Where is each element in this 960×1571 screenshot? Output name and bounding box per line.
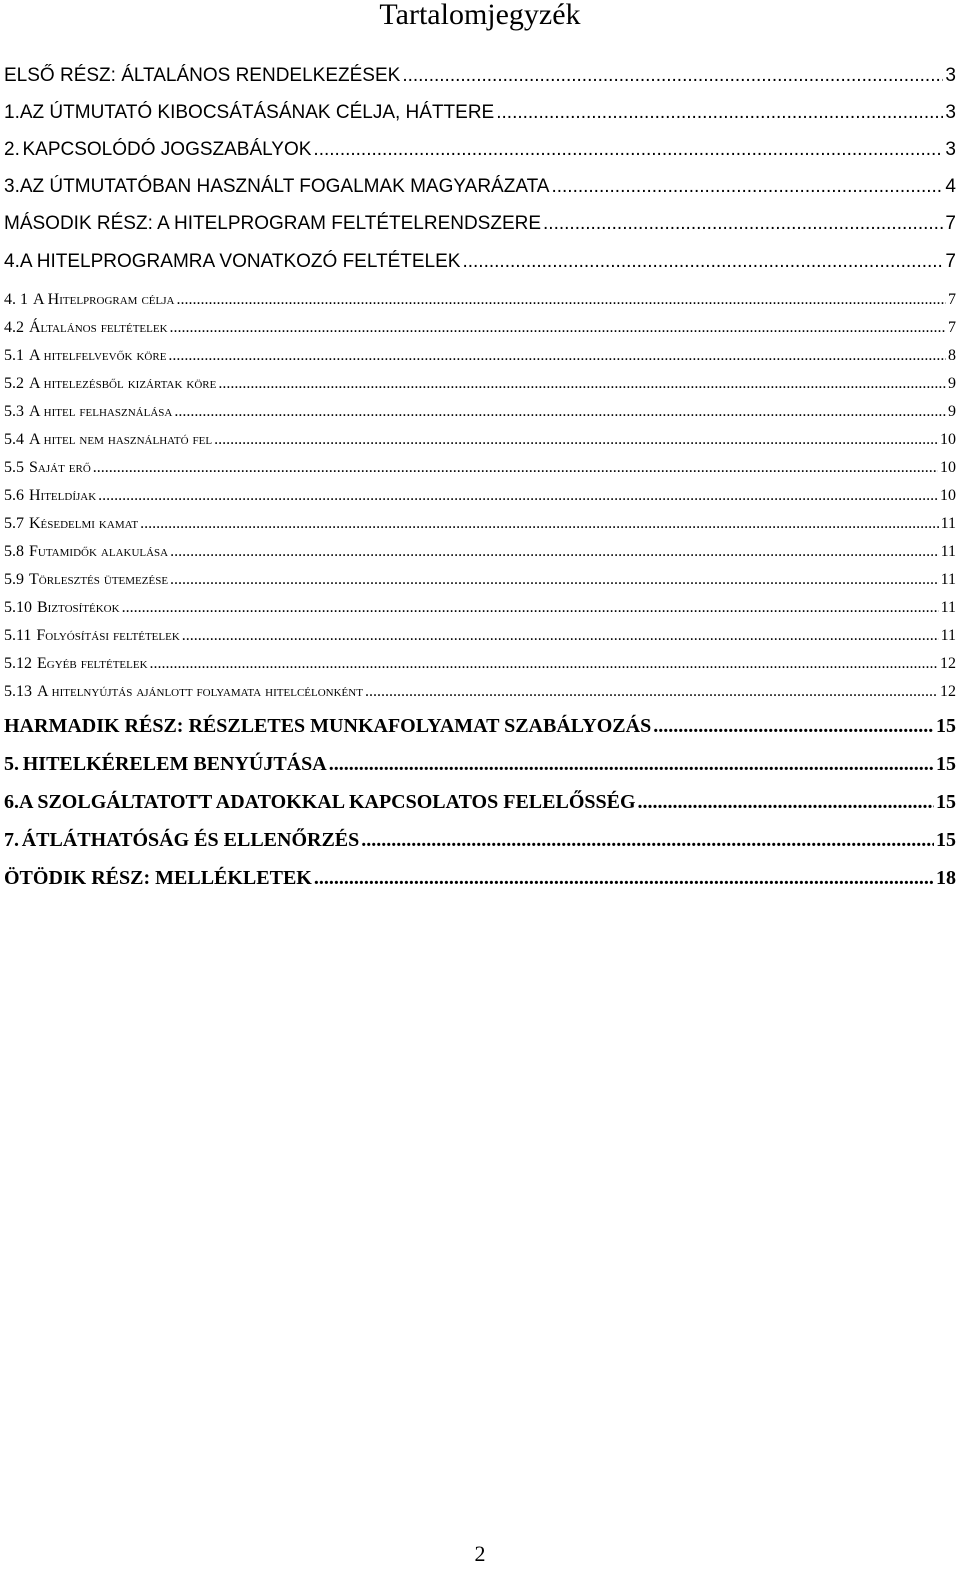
toc-entry-page: 11 xyxy=(940,599,956,616)
toc-entry-page: 11 xyxy=(940,515,956,532)
toc-entry-number: 5.10 xyxy=(4,599,32,616)
toc-entry-number: 5.8 xyxy=(4,543,24,560)
toc-leader-dots xyxy=(93,458,938,478)
toc-entry-title: KAPCSOLÓDÓ JOGSZABÁLYOK xyxy=(22,139,312,160)
toc-entry-title: ELSŐ RÉSZ: ÁLTALÁNOS RENDELKEZÉSEK xyxy=(4,65,401,86)
toc-leader-dots xyxy=(653,716,934,736)
toc-entry-number: 5.3 xyxy=(4,403,24,420)
toc-entry-title: ÁTLÁTHATÓSÁG ÉS ELLENŐRZÉS xyxy=(21,829,360,851)
toc-entry[interactable] xyxy=(4,95,956,123)
toc-leader-dots xyxy=(496,103,943,123)
toc-entry-page: 3 xyxy=(945,65,956,86)
toc-entry[interactable] xyxy=(4,366,956,394)
toc-entry-title: A HITELPROGRAMRA VONATKOZÓ FELTÉTELEK xyxy=(19,251,461,272)
toc-entry[interactable] xyxy=(4,422,956,450)
toc-entry-title: Egyéb feltételek xyxy=(37,655,148,672)
toc-entry-title: AZ ÚTMUTATÓ KIBOCSÁTÁSÁNAK CÉLJA, HÁTTERE xyxy=(19,102,495,123)
toc-entry-page: 7 xyxy=(948,319,956,336)
toc-leader-dots xyxy=(361,830,934,850)
toc-entry-page: 8 xyxy=(948,347,956,364)
toc-entry-page: 10 xyxy=(940,431,956,448)
toc-leader-dots xyxy=(98,486,938,506)
toc-entry[interactable] xyxy=(4,206,956,234)
toc-leader-dots xyxy=(313,140,943,160)
toc-entry[interactable] xyxy=(4,674,956,702)
toc-entry-page: 12 xyxy=(940,683,956,700)
toc-entry-page: 4 xyxy=(945,176,956,197)
toc-entry-title: A SZOLGÁLTATOTT ADATOKKAL KAPCSOLATOS FELELŐSSÉG xyxy=(19,791,636,813)
toc-entry-title: MÁSODIK RÉSZ: A HITELPROGRAM FELTÉTELRENDSZERE xyxy=(4,213,542,234)
toc-entry-number: 5.2 xyxy=(4,375,24,392)
toc-entry-title: Saját erő xyxy=(29,459,91,476)
toc-entry[interactable] xyxy=(4,708,956,736)
toc-leader-dots xyxy=(174,402,946,422)
toc-entry[interactable] xyxy=(4,450,956,478)
toc-entry-page: 11 xyxy=(940,543,956,560)
page-title: Tartalomjegyzék xyxy=(379,0,581,31)
toc-entry[interactable] xyxy=(4,338,956,366)
toc-entry-title: AZ ÚTMUTATÓBAN HASZNÁLT FOGALMAK MAGYARÁZATA xyxy=(19,176,550,197)
toc-entry[interactable] xyxy=(4,58,956,86)
toc-entry-number: 3. xyxy=(4,176,20,197)
toc-entry-page: 3 xyxy=(945,102,956,123)
toc-entry-title: HARMADIK RÉSZ: RÉSZLETES MUNKAFOLYAMAT SZABÁLYOZÁS xyxy=(4,715,652,737)
toc-entry[interactable] xyxy=(4,590,956,618)
toc-entry-number: 5.13 xyxy=(4,683,32,700)
toc-leader-dots xyxy=(168,346,946,366)
toc-leader-dots xyxy=(150,654,938,674)
toc-entry-number: 5.11 xyxy=(4,627,32,644)
toc-entry-number: 6. xyxy=(4,791,19,813)
toc-entry-page: 11 xyxy=(940,571,956,588)
toc-entry[interactable] xyxy=(4,860,956,888)
toc-entry[interactable] xyxy=(4,534,956,562)
toc-entry-title: Törlesztés ütemezése xyxy=(29,571,169,588)
toc-entry-title: Hiteldíjak xyxy=(29,487,97,504)
toc-entry-number: 1. xyxy=(4,102,20,123)
toc-entry[interactable] xyxy=(4,562,956,590)
toc-entry[interactable] xyxy=(4,646,956,674)
toc-entry-number: 7. xyxy=(4,829,19,851)
toc-entry-page: 9 xyxy=(948,403,956,420)
toc-entry-page: 15 xyxy=(936,753,956,775)
toc-entry-number: 5.4 xyxy=(4,431,24,448)
toc-entry-number: 5.7 xyxy=(4,515,24,532)
page-number: 2 xyxy=(474,1541,486,1566)
toc-leader-dots xyxy=(170,570,939,590)
toc-entry-title: A hitel nem használható fel xyxy=(29,431,213,448)
toc-entry[interactable] xyxy=(4,822,956,850)
toc-entry-page: 11 xyxy=(940,627,956,644)
toc-entry-page: 15 xyxy=(936,829,956,851)
toc-leader-dots xyxy=(402,66,943,86)
toc-entry[interactable] xyxy=(4,244,956,272)
toc-entry[interactable] xyxy=(4,282,956,310)
toc-entry-number: 5.1 xyxy=(4,347,24,364)
toc-entry-page: 15 xyxy=(936,791,956,813)
toc-entry-page: 9 xyxy=(948,375,956,392)
toc-entry-number: 5. xyxy=(4,753,19,775)
toc-entry-number: 5.6 xyxy=(4,487,24,504)
toc-entry-number: 5.9 xyxy=(4,571,24,588)
toc-leader-dots xyxy=(462,252,943,272)
toc-entry-page: 10 xyxy=(940,459,956,476)
toc-leader-dots xyxy=(214,430,938,450)
toc-entry[interactable] xyxy=(4,132,956,160)
toc-entry-number: 4. xyxy=(4,251,20,272)
toc-entry[interactable] xyxy=(4,506,956,534)
toc-entry-page: 12 xyxy=(940,655,956,672)
toc-entry-title: ÖTÖDIK RÉSZ: MELLÉKLETEK xyxy=(4,867,312,889)
toc-leader-dots xyxy=(638,792,934,812)
toc-entry[interactable] xyxy=(4,169,956,197)
toc-entry-title: A hitelnyújtás ajánlott folyamata hitelcélonként xyxy=(37,683,363,700)
toc-entry-title: HITELKÉRELEM BENYÚJTÁSA xyxy=(22,753,327,775)
toc-entry-title: Futamidők alakulása xyxy=(29,543,169,560)
toc-leader-dots xyxy=(170,542,938,562)
toc-entry-page: 18 xyxy=(936,867,956,889)
toc-leader-dots xyxy=(314,868,934,888)
toc-entry-title: A hitel felhasználása xyxy=(29,403,173,420)
toc-entry-number: 5.12 xyxy=(4,655,32,672)
toc-leader-dots xyxy=(329,754,934,774)
toc-leader-dots xyxy=(176,290,946,310)
toc-entry-number: 4.2 xyxy=(4,319,24,336)
toc-leader-dots xyxy=(543,214,943,234)
toc-leader-dots xyxy=(182,626,939,646)
toc-entry-number: 5.5 xyxy=(4,459,24,476)
toc-entry-title: Biztosítékok xyxy=(37,599,120,616)
toc-entry-page: 3 xyxy=(945,139,956,160)
toc-leader-dots xyxy=(170,318,946,338)
toc-leader-dots xyxy=(218,374,946,394)
toc-leader-dots xyxy=(365,682,938,702)
toc-entry-title: A hitelfelvevők köre xyxy=(29,347,167,364)
toc-leader-dots xyxy=(122,598,939,618)
toc-entry-page: 10 xyxy=(940,487,956,504)
toc-entry-page: 7 xyxy=(945,251,956,272)
toc-entry-number: 2. xyxy=(4,139,20,160)
toc-entry-title: Általános feltételek xyxy=(29,319,168,336)
toc-entry-title: Folyósítási feltételek xyxy=(36,627,180,644)
toc-entry-title: A Hitelprogram célja xyxy=(33,291,175,308)
toc-entry-page: 7 xyxy=(945,213,956,234)
toc-entry-page: 15 xyxy=(936,715,956,737)
toc-entry[interactable] xyxy=(4,394,956,422)
toc-entry-number: 4. 1 xyxy=(4,291,28,308)
toc-entry[interactable] xyxy=(4,618,956,646)
toc-entry[interactable] xyxy=(4,746,956,774)
toc-entry-page: 7 xyxy=(948,291,956,308)
toc-leader-dots xyxy=(140,514,939,534)
toc-entry[interactable] xyxy=(4,478,956,506)
toc-entry-title: A hitelezésből kizártak köre xyxy=(29,375,217,392)
toc-entry[interactable] xyxy=(4,784,956,812)
toc-entry[interactable] xyxy=(4,310,956,338)
toc-entry-title: Késedelmi kamat xyxy=(29,515,139,532)
toc-leader-dots xyxy=(551,177,943,197)
